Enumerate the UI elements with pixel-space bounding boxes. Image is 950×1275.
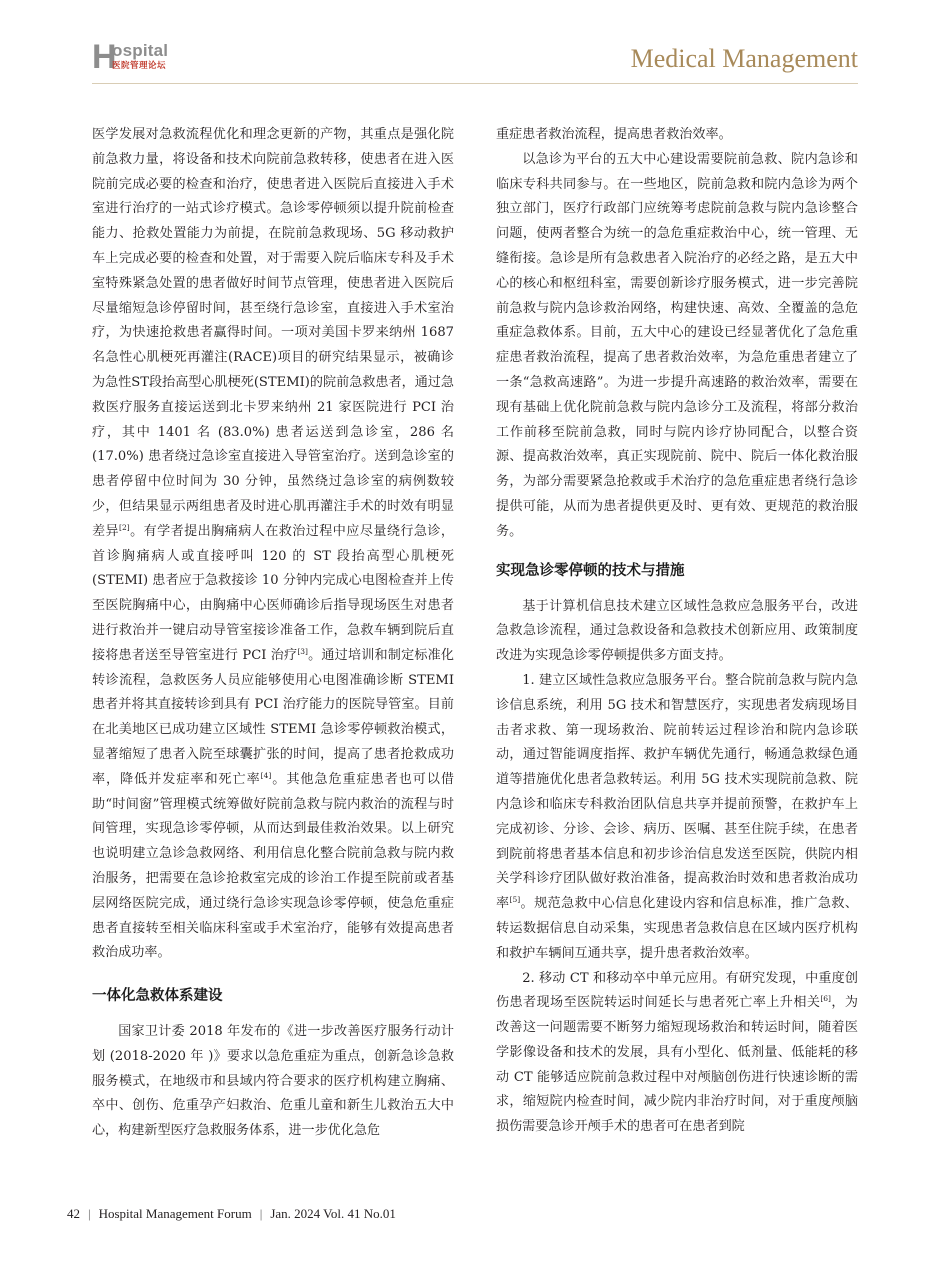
paragraph — [92, 123, 454, 966]
paragraph-text: 。通过培训和制定标准化转诊流程，急救医务人员应能够使用心电图准确诊断 STEMI 患者并将其直接转诊到具有 PCI 治疗能力的医院导管室。目前在北美地区已成功建立区域性 STEMI 急诊零停顿救治模式，显著缩短了患者入院至球囊扩张的时间，提高了患者抢救成功率，降低并发症率和死亡率 — [92, 647, 454, 787]
logo-word: ospital — [112, 41, 169, 60]
footer-separator: | — [259, 1206, 263, 1221]
citation[interactable]: [6] — [820, 994, 831, 1004]
page-number: 42 — [67, 1206, 80, 1221]
paragraph: 以急诊为平台的五大中心建设需要院前急救、院内急诊和临床专科共同参与。在一些地区，院前急救和院内急诊为两个独立部门，医疗行政部门应统筹考虑院前急救与院内急诊整合问题，使两者整合为统一的急危重症救治中心，统一管理、无缝衔接。急诊是所有急救患者入院治疗的必经之路，是五大中心的核心和枢纽科室，需要创新诊疗服务模式，进一步完善院前急救与院内急诊救治网络，构建快速、高效、全覆盖的急危重症急救体系。目前，五大中心的建设已经显著优化了急危重症患者救治流程，提高了患者救治效率，为急危重患者建立了一条“急救高速路”。为进一步提升高速路的救治效率，需要在现有基础上优化院前急救与院内急诊分工及流程，将部分救治工作前移至院前急救，同时与院内诊疗协同配合，以整合资源、提高救治效率，真正实现院前、院中、院后一体化救治服务，为部分需要紧急抢救或手术治疗的急危重症患者绕行急诊提供可能，从而为患者提供更及时、更有效、更规范的救治服务。 — [496, 151, 858, 539]
paragraph — [496, 967, 858, 1141]
paragraph-text: 2. 移动 CT 和移动卒中单元应用。有研究发现，中重度创伤患者现场至医院转运时间延长与患者死亡率上升相关 — [496, 970, 858, 1011]
paragraph-text: 1. 建立区域性急救应急服务平台。整合院前急救与院内急诊信息系统，利用 5G 技术和智慧医疗，实现患者发病现场目击者求救、第一现场救治、院前转运过程诊治和院内急诊联动，通过智能调度指挥、救护车辆优先通行，畅通急救绿色通道等措施优化患者急救转运。利用 5G 技术实现院前急救、院内急诊和临床专科救治团队信息共享并提前预警，在救护车上完成初诊、分诊、会诊、病历、医嘱、甚至住院手续，在患者到院前将患者基本信息和初步诊治信息发送至医院，供院内相关学科诊疗团队做好救治准备，提高救治时效和患者救治成功率 — [496, 672, 858, 912]
issue-info: Jan. 2024 Vol. 41 No.01 — [270, 1206, 396, 1221]
paragraph-text: 。其他急危重症患者也可以借助“时间窗”管理模式统筹做好院前急救与院内救治的流程与时间管理，实现急诊零停顿，从而达到最佳救治效果。以上研究也说明建立急诊急救网络、利用信息化整合院前急救与院内救治服务，把需要在急诊抢救室完成的诊治工作提至院前或者基层网络医院完成，通过绕行急诊实现急诊零停顿，使急危重症患者直接转至相关临床科室或手术室治疗，能够有效提高患者救治成功率。 — [92, 771, 455, 961]
page-footer — [67, 1206, 396, 1222]
paragraph: 国家卫计委 2018 年发布的《进一步改善医疗服务行动计划 (2018-2020 年 )》要求以急危重症为重点，创新急诊急救服务模式，在地级市和县域内符合要求的医疗机构建立胸痛、卒中、创伤、危重孕产妇救治、危重儿童和新生儿救治五大中心，构建新型医疗急救服务体系，进一步优化急危 — [92, 1024, 454, 1139]
footer-separator: | — [88, 1206, 91, 1221]
citation[interactable]: [5] — [509, 895, 521, 905]
left-column — [92, 123, 454, 1144]
right-column — [496, 123, 858, 1140]
logo-subtitle: 医院管理论坛 — [112, 61, 167, 71]
logo-letter-h: H — [92, 38, 117, 76]
paragraph — [496, 669, 858, 967]
citation[interactable]: [3] — [297, 646, 308, 656]
paragraph-text: ，为改善这一问题需要不断努力缩短现场救治和转运时间，随着医学影像设备和技术的发展，具有小型化、低剂量、低能耗的移动 CT 能够适应院前急救过程中对颅脑创伤进行快速诊断的需求，缩短院内检查时间，减少院内非治疗时间，对于重度颅脑损伤需要急诊开颅手术的患者可在患者到院 — [496, 995, 859, 1135]
header-divider — [92, 83, 858, 84]
paragraph: 重症患者救治流程，提高患者救治效率。 — [496, 127, 732, 142]
section-heading: 实现急诊零停顿的技术与措施 — [496, 562, 685, 579]
paragraph: 基于计算机信息技术建立区域性急救应急服务平台，改进急救急诊流程，通过急救设备和急救技术创新应用、政策制度改进为实现急诊零停顿提供多方面支持。 — [496, 598, 858, 664]
section-heading: 一体化急救体系建设 — [92, 988, 223, 1005]
section-title: Medical Management — [630, 44, 858, 73]
paragraph-text: 。有学者提出胸痛病人在救治过程中应尽量绕行急诊，首诊胸痛病人或直接呼叫 120 的 ST 段抬高型心肌梗死 (STEMI) 患者应于急救接诊 10 分钟内完成心电图检查并上传至医院胸痛中心，由胸痛中心医师确诊后指导现场医生对患者进行救治并一键启动导管室接诊准备工作，急救车辆到院后直接将患者送至导管室进行 PCI 治疗 — [92, 523, 455, 663]
paragraph-text: 医学发展对急救流程优化和理念更新的产物，其重点是强化院前急救力量，将设备和技术向院前急救转移，使患者在进入医院前完成必要的检查和治疗，使患者进入医院后直接进入手术室进行治疗的一站式诊疗模式。急诊零停顿须以提升院前检查能力、抢救处置能力为前提，在院前急救现场、5G 移动救护车上完成必要的检查和处置，对于需要入院后临床专科及手术室特殊紧急处置的患者做好时间节点管理，使患者进入医院后尽量缩短急诊停留时间，甚至绕行急诊室，直接进入手术室治疗，为快速抢救患者赢得时间。一项对美国卡罗来纳州 1687 名急性心肌梗死再灌注(RACE)项目的研究结果显示，被确诊为急性ST段抬高型心肌梗死(STEMI)的院前急救患者，通过急救医疗服务直接运送到北卡罗来纳州 21 家医院进行 PCI 治疗，其中 1401 名 (83.0%) 患者运送到急诊室，286 名 (17.0%) 患者绕过急诊室直接进入导管室治疗。送到急诊室的患者停留中位时间为 30 分钟，虽然绕过急诊室的病例数较少，但结果显示两组患者及时进心肌再灌注手术的时效有明显差异 — [92, 127, 454, 539]
paragraph-text: 。规范急救中心信息化建设内容和信息标准，推广急救、转运数据信息自动采集，实现患者急救信息在区域内医疗机构和救护车辆间互通共享，提升患者救治效率。 — [496, 896, 859, 961]
citation[interactable]: [2] — [119, 522, 130, 532]
journal-logo — [92, 38, 202, 76]
citation[interactable]: [4] — [260, 770, 272, 780]
journal-name: Hospital Management Forum — [98, 1206, 252, 1221]
